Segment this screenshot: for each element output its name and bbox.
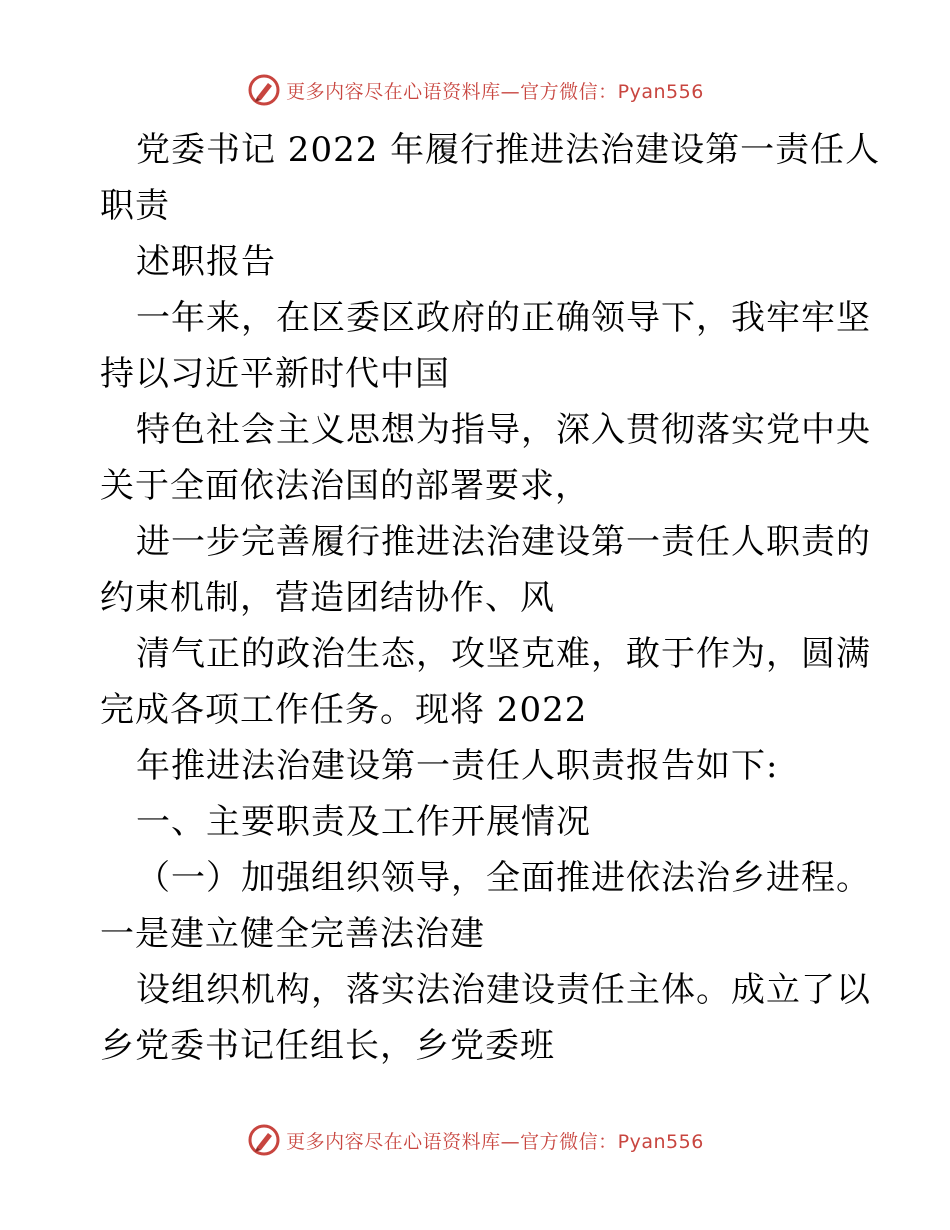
text-line: 约束机制，营造团结协作、风 <box>100 578 555 618</box>
text-line: （一）加强组织领导，全面推进依法治乡进程。 <box>136 858 871 898</box>
text-line: 年推进法治建设第一责任人职责报告如下: <box>136 746 779 786</box>
text-line: 清气正的政治生态，攻坚克难，敢于作为，圆满 <box>136 634 871 674</box>
watermark-text: 更多内容尽在心语资料库—官方微信：Pyan556 <box>286 1130 704 1153</box>
text-line: 乡党委书记任组长，乡党委班 <box>100 1026 555 1066</box>
text-line: 职责 <box>100 186 170 226</box>
text-line: 特色社会主义思想为指导，深入贯彻落实党中央 <box>136 410 871 450</box>
document-body <box>100 122 881 1074</box>
text-line: 一、主要职责及工作开展情况 <box>136 802 591 842</box>
pen-circle-logo-icon <box>246 72 282 108</box>
text-line: 述职报告 <box>136 242 276 282</box>
pen-circle-logo-icon <box>246 1122 282 1158</box>
header-watermark <box>0 70 950 110</box>
text-line: 一是建立健全完善法治建 <box>100 914 485 954</box>
text-line: 完成各项工作任务。现将 2022 <box>100 690 588 730</box>
text-line: 一年来，在区委区政府的正确领导下，我牢牢坚 <box>136 298 871 338</box>
text-line: 持以习近平新时代中国 <box>100 354 450 394</box>
watermark-text: 更多内容尽在心语资料库—官方微信：Pyan556 <box>286 80 704 103</box>
text-line: 进一步完善履行推进法治建设第一责任人职责的 <box>136 522 871 562</box>
footer-watermark <box>0 1120 950 1160</box>
text-line: 设组织机构，落实法治建设责任主体。成立了以 <box>136 970 871 1010</box>
text-line: 关于全面依法治国的部署要求， <box>100 466 590 506</box>
text-line: 党委书记 2022 年履行推进法治建设第一责任人 <box>136 130 881 170</box>
